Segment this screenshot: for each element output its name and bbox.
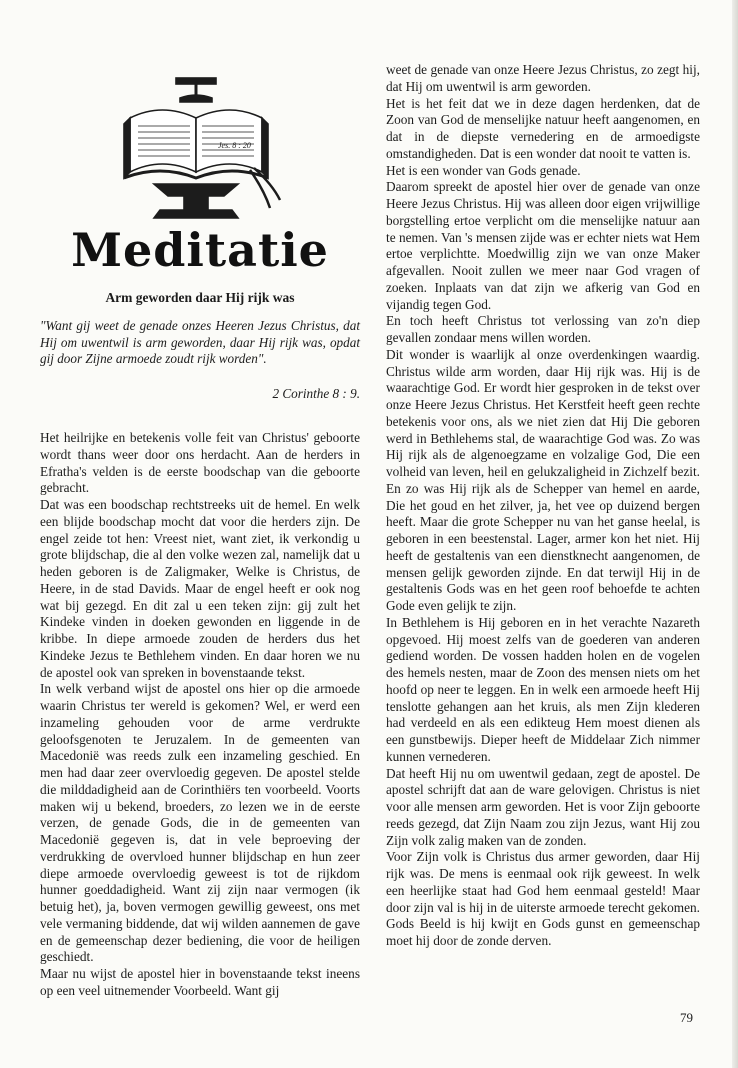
open-book-icon — [104, 72, 290, 220]
subtitle: Arm geworden daar Hij rijk was — [105, 290, 295, 305]
page-title — [71, 222, 329, 278]
right-column — [386, 62, 700, 950]
paragraph: Daarom spreekt de apostel hier over de genade van onze Heere Jezus Christus. Hij was alleen door eigen vrijwillige borgstelling ertoe verplicht om die menselijke natuur aan te nemen. Van 's mensen zijde was er echter niets wat Hem ertoe verplichtte. Moedwillig zijn we van onze Maker afgevallen. Nooit zullen we meer naar God vragen of zoeken. Inplaats van dat zijn we afkerig van God en vijandig tegen God. — [386, 179, 700, 312]
page-edge-shadow — [732, 0, 738, 1068]
paragraph: In welk verband wijst de apostel ons hier op die armoede waarin Christus ter wereld is gekomen? Wel, er werd een inzameling gehouden voor de arme verdrukte geloofsgenoten te Jeruzalem. In de gemeenten van Macedonië was reeds zulk een inzameling geschied. En men had daar zeer overvloedig gegeven. De apostel stelde die milddadigheid aan de Corinthiërs ten voorbeeld. Voorts maken wij u bekend, broeders, zo lezen we in de eerste verzen, de genade Gods, die in de gemeenten van Macedonië gegeven is, dat in vele beproeving der verdrukking de overvloed hunner blijdschap en hun zeer diepe armoede overvloedig geweest is tot de rijkdom hunner goeddadigheid. Want zij zijn naar vermogen (ik betuig het), ja, boven vermogen gewillig geweest, ons met vele vermaning biddende, dat wij wilden aannemen de gave en de gemeenschap dezer bediening, die voor de heiligen geschiedt. — [40, 681, 360, 965]
paragraph: Dat heeft Hij nu om uwentwil gedaan, zegt de apostel. De apostel schrijft dat aan de ware gelovigen. Christus is niet voor alle mensen arm geworden. Het is voor Zijn geboorte reeds gezegd, dat Zijn Naam zou zijn Jezus, want Hij zou Zijn volk zalig maken van de zonden. — [386, 765, 700, 848]
paragraph: Het is een wonder van Gods genade. — [386, 162, 581, 178]
paragraph: Voor Zijn volk is Christus dus armer geworden, daar Hij rijk was. De mens is eenmaal ook rijk geweest. In welk een heerlijke staat had God hem eenmaal gesteld! Maar door zijn val is hij in de uiterste armoede terecht gekomen. Gods Beeld is hij kwijt en Gods gunst en gemeenschap moet hij door de zonde derven. — [386, 849, 700, 948]
paragraph: Dat was een boodschap rechtstreeks uit de hemel. En welk een blijde boodschap mocht dat voor die herders zijn. De engel zeide tot hen: Vreest niet, want ziet, ik verkondig u grote blijdschap, die al den volke wezen zal, namelijk dat u heden geboren is de Zaligmaker, Welke is Christus, de Heere, in de stad Davids. Maar de engel heeft er ook nog wat bij gezegd. En dit zal u een teken zijn: gij zult het Kindeke vinden in doeken gewonden en liggende in de kribbe. In diepe armoede zouden de herders dus het Kindeke Jezus te Bethlehem vinden. En daar horen we nu de apostel ook van spreken in bovenstaande tekst. — [40, 497, 360, 680]
left-column — [40, 430, 360, 1000]
paragraph: weet de genade van onze Heere Jezus Christus, zo zegt hij, dat Hij om uwentwil is arm geworden. — [386, 62, 700, 94]
bible-lectern-logo — [104, 72, 290, 220]
paragraph: Dit wonder is waarlijk al onze overdenkingen waardig. Christus wilde arm worden, daar Hij rijk was. Hij is de waarachtige God. Er wordt hier gesproken in de tekst over onze Heere Jezus Christus. Het Kerstfeit heeft geen rechte betekenis voor ons, als we niet zien dat Hij Die geboren werd in Bethlehems stal, de waarachtige God was. Zo was Hij rijk als de algenoegzame en volzalige God, Die een volheid van leven, heil en gelukzaligheid in Zichzelf bezit. En zo was Hij rijk als de Schepper van hemel en aarde, Die het goud en het zilver, ja, het vee op duizend bergen heeft. Maar die grote Schepper nu van het ganse heelal, is geboren in een beestenstal. Lager, armer kon het niet. Hij heeft de gestaltenis van een dienstknecht aangenomen, de mensen gelijk geworden zijnde. En dat terwijl Hij in de gestaltenis Gods was en het geen roof behoefde te achten Gode even gelijk te zijn. — [386, 346, 700, 613]
paragraph: In Bethlehem is Hij geboren en in het verachte Nazareth opgevoed. Hij moest zelfs van de goederen van anderen gediend worden. De vossen hadden holen en de vogelen des hemels nesten, maar de Zoon des mensen niets om het hoofd op neer te leggen. En in welk een armoede heeft Hij tenslotte gehangen aan het kruis, als men Zijn klederen had verdeeld en als een edikteug Hem moest dienen als een gunstbewijs. Dieper heeft de Middelaar Zich nimmer kunnen vernederen. — [386, 614, 700, 764]
scripture-quote: "Want gij weet de genade onzes Heeren Jezus Christus, dat Hij om uwentwil is arm geworden, daar Hij rijk was, opdat gij door Zijne armoede zoudt rijk worden". — [40, 318, 360, 367]
paragraph: Maar nu wijst de apostel hier in bovenstaande tekst ineens op een veel uitnemender Voorbeeld. Want gij — [40, 966, 360, 998]
page-number: 79 — [680, 1010, 693, 1025]
paragraph: En toch heeft Christus tot verlossing van zo'n diep gevallen zondaar mens willen worden. — [386, 313, 700, 345]
paragraph: Het heilrijke en betekenis volle feit van Christus' geboorte wordt thans weer door ons herdacht. Aan de herders in Efratha's velden is de eerste boodschap van die geboorte gebracht. — [40, 430, 360, 496]
paragraph: Het is het feit dat we in deze dagen herdenken, dat de Zoon van God de menselijke natuur heeft aangenomen, en dat in de diepste vernedering en de armoedigste omstandigheden. Dat is een wonder dat nooit te vatten is. — [386, 95, 700, 161]
logo-inscription: Jes. 8 : 20 — [218, 141, 251, 150]
scripture-reference: 2 Corinthe 8 : 9. — [272, 386, 360, 401]
title-text: Meditatie — [71, 223, 329, 277]
